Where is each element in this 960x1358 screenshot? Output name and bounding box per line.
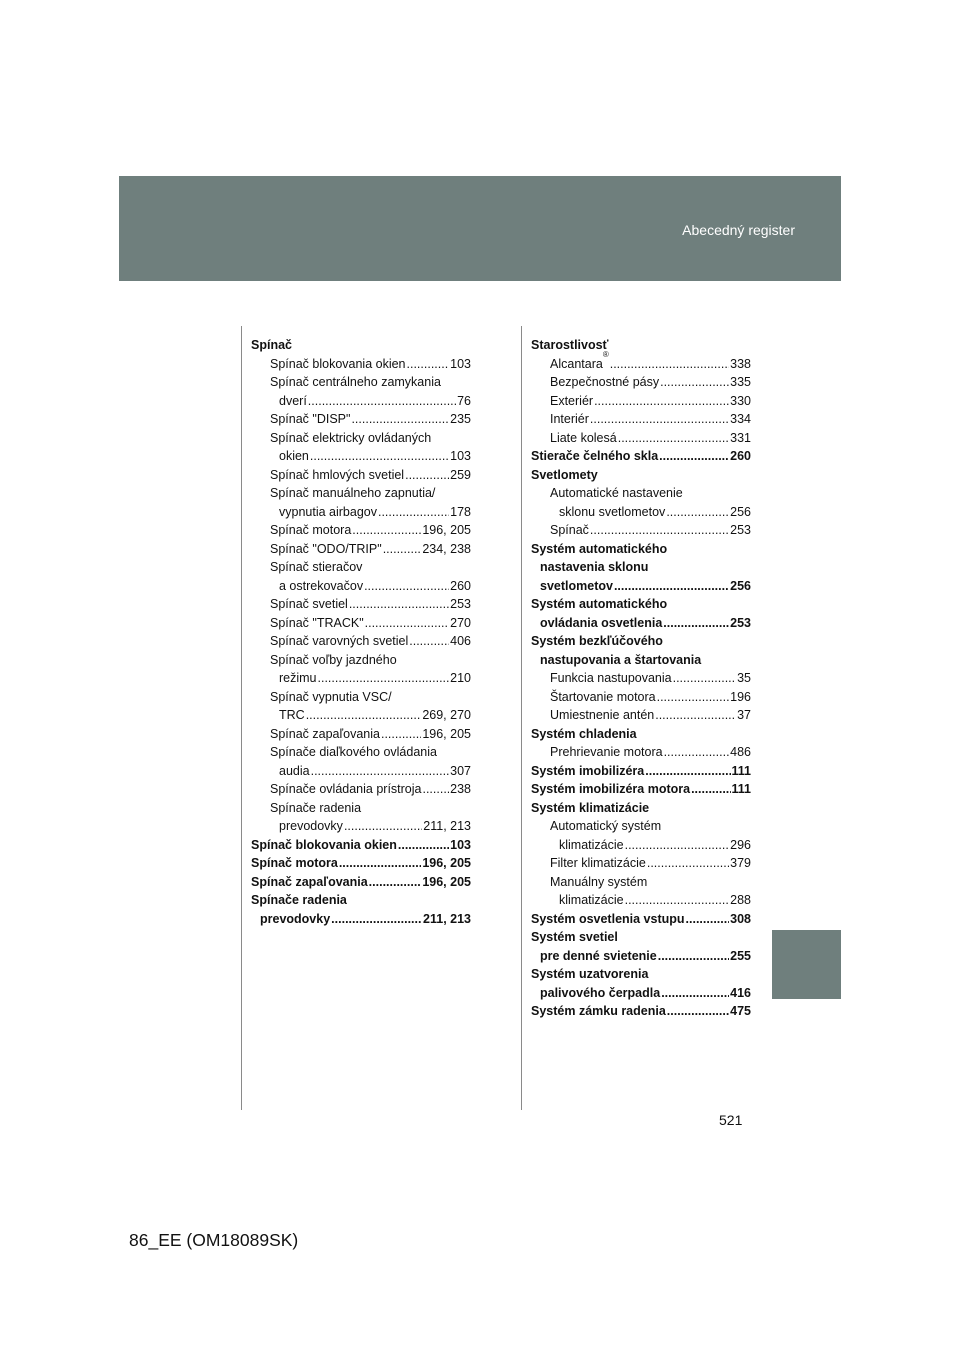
left-divider bbox=[241, 326, 242, 1110]
entry-text: Spínač manuálneho zapnutia/ bbox=[270, 486, 436, 500]
entry-text: dverí bbox=[279, 393, 307, 408]
entry-text: klimatizácie bbox=[559, 837, 624, 852]
index-entry bbox=[251, 540, 471, 559]
dot-leader bbox=[673, 669, 736, 688]
index-entry bbox=[531, 669, 751, 688]
entry-page: 103 bbox=[450, 449, 471, 463]
index-entry bbox=[531, 521, 751, 540]
index-entry bbox=[531, 558, 751, 577]
dot-leader bbox=[590, 521, 729, 540]
entry-page: 379 bbox=[730, 856, 751, 870]
entry-text: Spínač bbox=[550, 523, 589, 537]
index-entry bbox=[531, 780, 751, 799]
entry-text: Svetlomety bbox=[531, 467, 598, 482]
entry-text: sklonu svetlometov bbox=[559, 504, 666, 519]
entry-page: 196, 205 bbox=[422, 874, 471, 889]
index-entry bbox=[251, 780, 471, 799]
index-entry bbox=[251, 632, 471, 651]
entry-text: Interiér bbox=[550, 412, 589, 426]
index-entry bbox=[531, 447, 751, 466]
entry-text: Spínač bbox=[251, 338, 292, 352]
dot-leader bbox=[349, 595, 449, 614]
entry-page: 269, 270 bbox=[422, 708, 471, 722]
registered-mark: ® bbox=[602, 349, 609, 359]
index-entry bbox=[531, 891, 751, 910]
entry-text: Spínač centrálneho zamykania bbox=[270, 375, 441, 389]
index-entry bbox=[251, 799, 471, 818]
entry-page: 111 bbox=[731, 763, 751, 778]
entry-page: 260 bbox=[730, 449, 751, 463]
entry-text: Stierače čelného skla bbox=[531, 449, 659, 463]
entry-page: 210 bbox=[450, 671, 471, 685]
entry-text: Automatický systém bbox=[550, 819, 662, 833]
entry-text: Liate kolesá bbox=[550, 430, 617, 445]
index-entry bbox=[531, 947, 751, 966]
header-band bbox=[119, 176, 841, 281]
dot-leader bbox=[618, 429, 729, 448]
index-column-right bbox=[531, 336, 751, 1021]
entry-page: 234, 238 bbox=[422, 541, 471, 556]
entry-page: 255 bbox=[730, 948, 751, 963]
dot-leader bbox=[352, 521, 421, 540]
section-title: Abecedný register bbox=[682, 222, 795, 238]
index-entry bbox=[251, 614, 471, 633]
entry-page: 331 bbox=[730, 430, 751, 445]
entry-page: 260 bbox=[450, 578, 471, 593]
entry-text: prevodovky bbox=[260, 911, 331, 926]
document-code: 86_EE (OM18089SK) bbox=[129, 1230, 299, 1250]
index-column-left bbox=[251, 336, 471, 928]
index-entry bbox=[251, 466, 471, 485]
dot-leader bbox=[625, 891, 730, 910]
entry-page: 486 bbox=[730, 745, 751, 759]
dot-leader bbox=[645, 762, 730, 781]
index-entry bbox=[251, 521, 471, 540]
entry-text: pre denné svietenie bbox=[540, 948, 657, 963]
index-entry bbox=[531, 965, 751, 984]
entry-page: 270 bbox=[450, 615, 471, 630]
index-entry bbox=[531, 484, 751, 503]
index-entry bbox=[531, 392, 751, 411]
entry-text: Umiestnenie antén bbox=[550, 708, 655, 722]
entry-text: Spínače radenia bbox=[251, 893, 347, 907]
dot-leader bbox=[339, 854, 422, 873]
dot-leader bbox=[383, 540, 422, 559]
dot-leader bbox=[381, 725, 421, 744]
dot-leader bbox=[655, 706, 736, 725]
entry-text: Spínače diaľkového ovládania bbox=[270, 745, 437, 759]
entry-page: 37 bbox=[737, 708, 751, 722]
entry-text: Spínač motora bbox=[251, 856, 338, 870]
index-entry bbox=[251, 484, 471, 503]
entry-page: 103 bbox=[450, 356, 471, 371]
dot-leader bbox=[409, 632, 449, 651]
dot-leader bbox=[625, 836, 730, 855]
entry-page: 76 bbox=[457, 393, 471, 408]
entry-text: Manuálny systém bbox=[550, 874, 648, 889]
dot-leader bbox=[590, 410, 729, 429]
entry-page: 253 bbox=[730, 523, 751, 537]
index-entry bbox=[531, 836, 751, 855]
entry-page: 196, 205 bbox=[422, 523, 471, 537]
dot-leader bbox=[378, 503, 449, 522]
dot-leader bbox=[364, 577, 449, 596]
index-entry bbox=[531, 854, 751, 873]
entry-text: klimatizácie bbox=[559, 893, 624, 907]
entry-page: 308 bbox=[730, 911, 751, 926]
index-entry bbox=[531, 577, 751, 596]
entry-page: 196 bbox=[730, 689, 751, 704]
entry-page: 335 bbox=[730, 375, 751, 389]
entry-text: Alcantara bbox=[550, 356, 603, 371]
entry-text: Spínač "TRACK" bbox=[270, 615, 364, 630]
dot-leader bbox=[365, 614, 450, 633]
entry-page: 196, 205 bbox=[422, 726, 471, 741]
entry-text: Systém imobilizéra motora bbox=[531, 782, 691, 796]
entry-text: Spínač blokovania okien bbox=[251, 837, 397, 852]
index-entry bbox=[251, 558, 471, 577]
entry-page: 178 bbox=[450, 504, 471, 519]
entry-page: 211, 213 bbox=[423, 911, 471, 926]
index-entry bbox=[531, 336, 751, 355]
dot-leader bbox=[686, 910, 730, 929]
index-entry bbox=[251, 817, 471, 836]
entry-text: Prehrievanie motora bbox=[550, 745, 663, 759]
entry-text: a ostrekovačov bbox=[279, 578, 364, 593]
index-entry bbox=[531, 706, 751, 725]
entry-text: Spínače radenia bbox=[270, 800, 362, 815]
index-entry bbox=[531, 762, 751, 781]
entry-text: Spínač "DISP" bbox=[270, 412, 351, 426]
index-entry bbox=[531, 614, 751, 633]
entry-text: Spínač svetiel bbox=[270, 597, 348, 611]
entry-page: 330 bbox=[730, 393, 751, 408]
index-entry bbox=[251, 447, 471, 466]
index-entry bbox=[251, 410, 471, 429]
entry-text: Spínač varovných svetiel bbox=[270, 634, 409, 648]
index-entry bbox=[531, 466, 751, 485]
index-entry bbox=[531, 743, 751, 762]
index-entry bbox=[531, 910, 751, 929]
entry-page: 235 bbox=[450, 412, 471, 426]
entry-page: 307 bbox=[450, 763, 471, 778]
entry-text: Spínač zapaľovania bbox=[251, 874, 368, 889]
entry-text: Spínač elektricky ovládaných bbox=[270, 430, 432, 445]
entry-page: 338 bbox=[730, 356, 751, 371]
index-entry bbox=[531, 373, 751, 392]
entry-text: audia bbox=[279, 763, 310, 778]
entry-text: Systém automatického bbox=[531, 541, 668, 556]
entry-text: Automatické nastavenie bbox=[550, 486, 683, 500]
entry-text: Bezpečnostné pásy bbox=[550, 375, 660, 389]
index-entry bbox=[531, 410, 751, 429]
index-entry bbox=[531, 984, 751, 1003]
entry-text: svetlometov bbox=[540, 578, 613, 593]
index-entry bbox=[251, 891, 471, 910]
index-entry bbox=[251, 669, 471, 688]
entry-text: Spínač vypnutia VSC/ bbox=[270, 689, 392, 704]
entry-text: Spínač voľby jazdného bbox=[270, 652, 397, 667]
index-entry bbox=[531, 688, 751, 707]
entry-text: Spínač hmlových svetiel bbox=[270, 467, 405, 482]
dot-leader bbox=[422, 780, 449, 799]
index-entry bbox=[251, 688, 471, 707]
entry-text: Štartovanie motora bbox=[550, 689, 656, 704]
entry-text: Systém imobilizéra bbox=[531, 763, 645, 778]
dot-leader bbox=[658, 947, 729, 966]
dot-leader bbox=[331, 910, 422, 929]
entry-text: Systém automatického bbox=[531, 597, 668, 611]
entry-page: 111 bbox=[731, 782, 751, 796]
index-entry bbox=[531, 651, 751, 670]
entry-text: režimu bbox=[279, 671, 317, 685]
index-entry bbox=[531, 799, 751, 818]
entry-page: 211, 213 bbox=[423, 819, 471, 833]
dot-leader bbox=[407, 355, 450, 374]
entry-page: 103 bbox=[450, 837, 471, 852]
page-number: 521 bbox=[719, 1112, 743, 1128]
entry-text: Systém bezkľúčového bbox=[531, 634, 663, 648]
dot-leader bbox=[369, 873, 422, 892]
entry-text: Systém zámku radenia bbox=[531, 1004, 666, 1018]
entry-text: Funkcia nastupovania bbox=[550, 671, 672, 685]
dot-leader bbox=[405, 466, 449, 485]
entry-page: 35 bbox=[737, 671, 751, 685]
entry-text: prevodovky bbox=[279, 819, 343, 833]
index-entry bbox=[251, 854, 471, 873]
entry-text: nastupovania a štartovania bbox=[540, 652, 702, 667]
index-entry bbox=[531, 503, 751, 522]
dot-leader bbox=[667, 1002, 729, 1021]
entry-text: Filter klimatizácie bbox=[550, 856, 646, 870]
right-divider bbox=[521, 326, 522, 1110]
entry-page: 259 bbox=[450, 467, 471, 482]
entry-text: nastavenia sklonu bbox=[540, 560, 649, 574]
entry-text: ovládania osvetlenia bbox=[540, 615, 663, 630]
dot-leader bbox=[660, 373, 729, 392]
index-entry bbox=[251, 873, 471, 892]
entry-page: 416 bbox=[730, 985, 751, 1000]
entry-text: Spínač blokovania okien bbox=[270, 356, 406, 371]
entry-page: 296 bbox=[730, 837, 751, 852]
index-entry bbox=[531, 928, 751, 947]
dot-leader bbox=[344, 817, 422, 836]
entry-page: 238 bbox=[450, 782, 471, 796]
dot-leader bbox=[310, 447, 449, 466]
index-entry bbox=[251, 392, 471, 411]
index-entry bbox=[251, 743, 471, 762]
entry-page: 475 bbox=[730, 1004, 751, 1018]
index-entry bbox=[251, 910, 471, 929]
entry-text: Systém chladenia bbox=[531, 726, 637, 741]
dot-leader bbox=[647, 854, 729, 873]
index-entry bbox=[251, 725, 471, 744]
dot-leader bbox=[610, 355, 729, 374]
index-entry bbox=[251, 429, 471, 448]
index-entry bbox=[251, 577, 471, 596]
index-entry bbox=[531, 540, 751, 559]
entry-text: okien bbox=[279, 449, 309, 463]
index-entry bbox=[531, 817, 751, 836]
entry-page: 334 bbox=[730, 412, 751, 426]
dot-leader bbox=[663, 614, 729, 633]
index-entry bbox=[531, 632, 751, 651]
side-tab-marker bbox=[772, 930, 841, 999]
dot-leader bbox=[594, 392, 729, 411]
entry-text: Spínač motora bbox=[270, 523, 352, 537]
entry-page: 288 bbox=[730, 893, 751, 907]
entry-page: 256 bbox=[730, 578, 751, 593]
index-entry bbox=[251, 595, 471, 614]
entry-text: palivového čerpadla bbox=[540, 985, 661, 1000]
index-entry bbox=[531, 1002, 751, 1021]
index-entry bbox=[531, 873, 751, 892]
dot-leader bbox=[666, 503, 729, 522]
dot-leader bbox=[691, 780, 730, 799]
entry-text: Exteriér bbox=[550, 393, 594, 408]
entry-page: 253 bbox=[730, 615, 751, 630]
dot-leader bbox=[351, 410, 449, 429]
index-entry bbox=[251, 355, 471, 374]
entry-text: TRC bbox=[279, 708, 305, 722]
entry-page: 253 bbox=[450, 597, 471, 611]
dot-leader bbox=[661, 984, 729, 1003]
index-entry bbox=[251, 762, 471, 781]
entry-text: Starostlivosť bbox=[531, 338, 609, 352]
dot-leader bbox=[614, 577, 729, 596]
dot-leader bbox=[657, 688, 730, 707]
index-entry bbox=[251, 373, 471, 392]
dot-leader bbox=[308, 392, 456, 411]
index-entry bbox=[251, 336, 471, 355]
entry-text: Spínač zapaľovania bbox=[270, 726, 380, 741]
index-entry bbox=[251, 503, 471, 522]
index-entry bbox=[531, 595, 751, 614]
dot-leader bbox=[664, 743, 730, 762]
entry-page: 196, 205 bbox=[422, 856, 471, 870]
dot-leader bbox=[659, 447, 729, 466]
dot-leader bbox=[398, 836, 449, 855]
index-entry bbox=[251, 706, 471, 725]
index-entry bbox=[531, 429, 751, 448]
entry-page: 406 bbox=[450, 634, 471, 648]
entry-text: Spínače ovládania prístroja bbox=[270, 782, 422, 796]
dot-leader bbox=[318, 669, 450, 688]
entry-text: vypnutia airbagov bbox=[279, 504, 377, 519]
dot-leader bbox=[306, 706, 422, 725]
entry-page: 256 bbox=[730, 504, 751, 519]
entry-text: Spínač stieračov bbox=[270, 560, 363, 574]
index-entry bbox=[251, 836, 471, 855]
entry-text: Systém uzatvorenia bbox=[531, 967, 649, 981]
index-entry bbox=[531, 349, 751, 374]
dot-leader bbox=[311, 762, 450, 781]
entry-text: Systém svetiel bbox=[531, 930, 618, 944]
index-entry bbox=[251, 651, 471, 670]
entry-text: Systém klimatizácie bbox=[531, 800, 650, 815]
entry-text: Spínač "ODO/TRIP" bbox=[270, 541, 382, 556]
index-entry bbox=[531, 725, 751, 744]
entry-text: Systém osvetlenia vstupu bbox=[531, 911, 685, 926]
